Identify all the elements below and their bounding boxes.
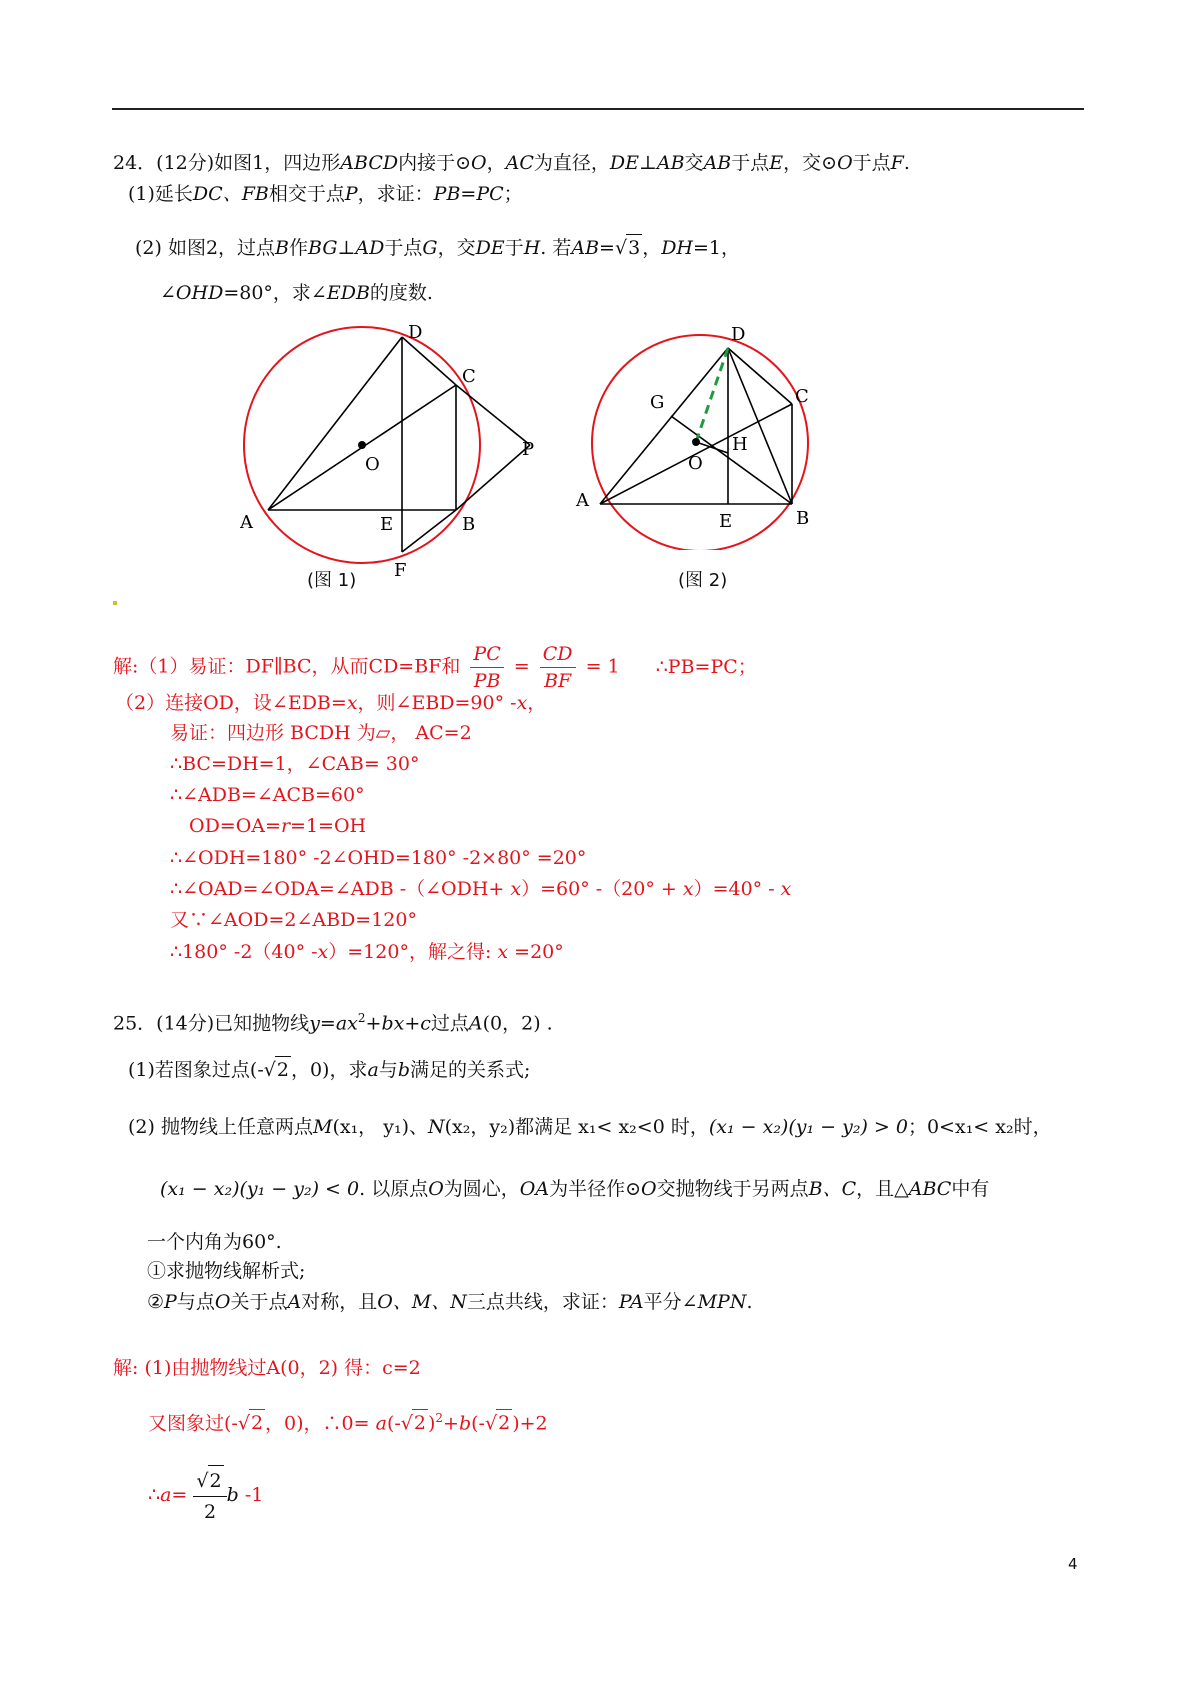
q24-part1: (1)延长DC、FB相交于点P，求证：PB=PC；	[128, 183, 523, 205]
sol24-line10: ∴180° -2（40° -x）=120°，解之得: x =20°	[170, 941, 564, 963]
fig2-label-e: E	[719, 511, 733, 532]
fig2-label-h: H	[732, 434, 748, 455]
q25-part2-cont2: 一个内角为60°.	[147, 1231, 282, 1253]
sol24-line7: ∴∠ODH=180° -2∠OHD=180° -2×80° =20°	[170, 847, 587, 869]
fig2-center-dot	[692, 438, 700, 446]
fig2-label-g: G	[650, 392, 665, 413]
fig1-label-c: C	[462, 366, 476, 387]
fig1-caption: (图 1)	[307, 570, 357, 591]
fig1-label-b: B	[462, 514, 476, 535]
fig2-label-o: O	[688, 453, 703, 474]
sol25-line1: 解: (1)由抛物线过A(0，2) 得：c=2	[113, 1357, 421, 1379]
q24-part2-cont: ∠OHD=80°，求∠EDB的度数.	[160, 282, 433, 304]
figure-2	[570, 320, 860, 550]
sol24-line9: 又∵∠AOD=2∠ABD=120°	[170, 909, 417, 931]
sol24-line8: ∴∠OAD=∠ODA=∠ADB -（∠ODH+ x）=60° -（20° + x）=40° - x	[170, 878, 792, 900]
fig1-segment-bp	[456, 445, 530, 510]
q25-part2-cont: (x₁ − x₂)(y₁ − y₂) < 0. 以原点O为圆心，OA为半径作⊙O交抛物线于另两点B、C，且△ABC中有	[160, 1178, 990, 1200]
sol24-line3: 易证：四边形 BCDH 为▱， AC=2	[170, 722, 472, 744]
fig2-label-d: D	[731, 324, 746, 345]
fig1-label-f: F	[394, 560, 407, 580]
fig1-segment-bf	[402, 510, 456, 552]
q25-stem: 25．(14分)已知抛物线$y=ax^2+bx+c$过点A(0，2) .	[113, 1011, 553, 1035]
sol24-line2: （2）连接OD，设∠EDB=x，则∠EBD=90° -x，	[115, 692, 547, 714]
fig2-segment-dc	[728, 348, 792, 404]
fig1-label-e: E	[380, 514, 394, 535]
fig2-segment-od-dashed	[696, 348, 728, 442]
sol24-line4: ∴BC=DH=1，∠CAB= 30°	[170, 753, 420, 775]
q24-part2: (2) 如图2，过点B作BG⊥AD于点G，交DE于H. 若AB=√3 ，DH=1，	[135, 234, 740, 261]
figure-1	[240, 320, 540, 580]
fig1-label-d: D	[408, 322, 423, 343]
q24-stem: 24．(12分)如图1，四边形ABCD内接于⊙O，AC为直径，DE⊥AB交AB于点E，交⊙O于点F.	[113, 152, 910, 174]
sol24-line6: OD=OA=r=1=OH	[189, 815, 367, 837]
q25-part2: (2) 抛物线上任意两点M(x₁， y₁)、N(x₂，y₂)都满足 x₁< x₂<0 时，(x₁ − x₂)(y₁ − y₂) > 0；0<x₁< x₂时，	[128, 1116, 1052, 1138]
stray-mark	[113, 601, 117, 605]
q25-subpart2: ②P与点O关于点A对称，且O、M、N三点共线，求证：PA平分∠MPN.	[147, 1291, 753, 1313]
sol25-line3: ∴a= $\frac{√2}{2}$ b -1	[148, 1465, 263, 1527]
fig2-label-c: C	[795, 386, 809, 407]
fig2-label-b: B	[796, 508, 810, 529]
q25-part1: (1)若图象过点(-√2 ，0)，求a与b满足的关系式;	[128, 1056, 530, 1083]
fig2-circle	[592, 335, 808, 550]
fig1-segment-cp	[456, 385, 530, 445]
sol24-line1: 解:（1）易证：DF∥BC，从而CD=BF和 $\frac{PC}{PB}$ = $\frac{CD}{BF}$ = 1 ∴PB=PC；	[113, 643, 757, 692]
fig1-segment-dc	[402, 337, 456, 385]
fig1-segment-ad	[268, 337, 402, 510]
fig1-label-a: A	[240, 512, 253, 533]
fig1-label-o: O	[365, 454, 380, 475]
sol25-line2: 又图象过(-√2 ，0)，∴0= a(-√2 )$^2$+b(-√2 )+2	[148, 1411, 548, 1435]
fig1-center-dot	[358, 441, 366, 449]
page-number: 4	[1068, 1555, 1078, 1573]
fig2-caption: (图 2)	[678, 570, 728, 591]
header-rule	[112, 108, 1084, 110]
fig2-label-a: A	[576, 490, 589, 511]
q25-subpart1: ①求抛物线解析式;	[147, 1260, 306, 1282]
fig1-label-p: P	[522, 439, 535, 460]
sol24-line5: ∴∠ADB=∠ACB=60°	[170, 784, 365, 806]
